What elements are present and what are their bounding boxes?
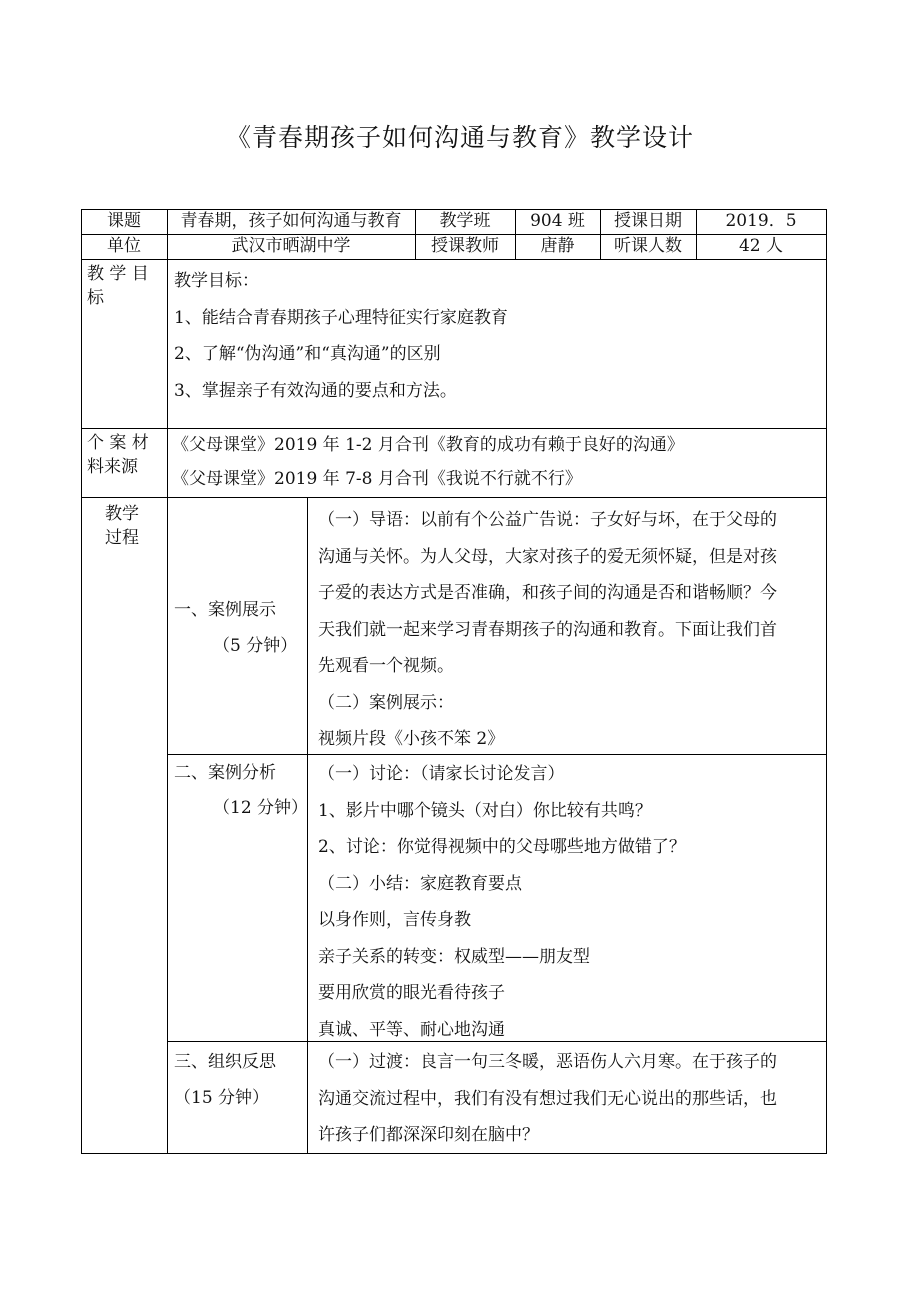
stage-title: 二、案例分析	[174, 763, 276, 783]
stage-duration: （15 分钟）	[174, 1088, 270, 1108]
goals-content	[174, 263, 508, 409]
stage-content	[318, 756, 686, 1048]
stage-line: （一）过渡：良言一句三冬暖，恶语伤人六月寒。在于孩子的	[318, 1052, 777, 1072]
label-unit: 单位	[107, 236, 141, 256]
stage-duration: （5 分钟）	[213, 636, 298, 656]
source-item: 《父母课堂》2019 年 7-8 月合刊《我说不行就不行》	[172, 469, 582, 489]
label-goals-line1: 教 学 目	[87, 264, 149, 284]
class-value: 904 班	[530, 211, 585, 231]
label-date: 授课日期	[614, 211, 682, 231]
label-sources-line2: 料来源	[87, 457, 138, 477]
column-divider	[167, 209, 168, 1154]
stage-line: 亲子关系的转变：权威型——朋友型	[318, 946, 590, 967]
stage-line: （一）导语：以前有个公益广告说：子女好与坏，在于父母的	[318, 510, 777, 530]
date-value: 2019．5	[725, 211, 797, 231]
goal-item: 3、掌握亲子有效沟通的要点和方法。	[174, 380, 457, 401]
stage-line: 沟通交流过程中，我们有没有想过我们无心说出的那些话，也	[318, 1088, 777, 1109]
stage-content	[318, 502, 777, 758]
table-border-right	[826, 209, 827, 1154]
stage-line: 子爱的表达方式是否准确，和孩子间的沟通是否和谐畅顺？今	[318, 583, 777, 603]
stage-title: 一、案例展示	[174, 600, 276, 620]
stage-title: 三、组织反思	[174, 1052, 276, 1072]
label-audience: 听课人数	[614, 236, 682, 256]
source-item: 《父母课堂》2019 年 1-2 月合刊《教育的成功有赖于良好的沟通》	[172, 435, 684, 455]
label-class: 教学班	[439, 211, 491, 231]
stage-line: 天我们就一起来学习青春期孩子的沟通和教育。下面让我们首	[318, 619, 777, 640]
subject-value: 青春期，孩子如何沟通与教育	[180, 211, 402, 231]
row-divider	[81, 497, 827, 498]
stage-line: 以身作则，言传身教	[318, 910, 471, 930]
stage-line: 2、讨论：你觉得视频中的父母哪些地方做错了？	[318, 837, 686, 857]
goal-item: 1、能结合青春期孩子心理特征实行家庭教育	[174, 307, 508, 328]
column-divider	[307, 497, 308, 1154]
stage-line: 先观看一个视频。	[318, 656, 454, 676]
unit-value: 武汉市晒湖中学	[231, 236, 351, 256]
stage-line: 许孩子们都深深印刻在脑中？	[318, 1125, 539, 1145]
goal-item: 2、了解“伪沟通”和“真沟通”的区别	[174, 344, 441, 364]
stage-line: （一）讨论：（请家长讨论发言）	[318, 764, 565, 784]
stage-line: 沟通与关怀。为人父母，大家对孩子的爱无须怀疑，但是对孩	[318, 546, 777, 567]
goals-heading: 教学目标：	[174, 271, 259, 291]
label-sources-line1: 个 案 材	[87, 433, 149, 453]
stage-line: 要用欣赏的眼光看待孩子	[318, 983, 505, 1003]
document-title: 《青春期孩子如何沟通与教育》教学设计	[225, 123, 694, 152]
label-subject: 课题	[107, 211, 141, 231]
sources-content	[172, 428, 684, 496]
teacher-value: 唐静	[540, 236, 575, 256]
table-border-left	[81, 209, 82, 1154]
stage-line: （二）案例展示：	[318, 692, 454, 713]
audience-value: 42 人	[738, 236, 784, 256]
label-process-line2: 过程	[105, 528, 139, 548]
label-teacher: 授课教师	[431, 236, 499, 256]
label-goals-line2: 标	[87, 288, 104, 308]
stage-line: （二）小结：家庭教育要点	[318, 873, 522, 894]
stage-content	[318, 1044, 777, 1154]
stage-line: 1、影片中哪个镜头（对白）你比较有共鸣？	[318, 800, 652, 821]
stage-duration: （12 分钟）	[213, 798, 309, 818]
stage-line: 视频片段《小孩不笨 2》	[318, 729, 505, 749]
label-process-line1: 教学	[105, 504, 139, 524]
row-divider	[81, 259, 827, 260]
stage-line: 真诚、平等、耐心地沟通	[318, 1019, 505, 1040]
